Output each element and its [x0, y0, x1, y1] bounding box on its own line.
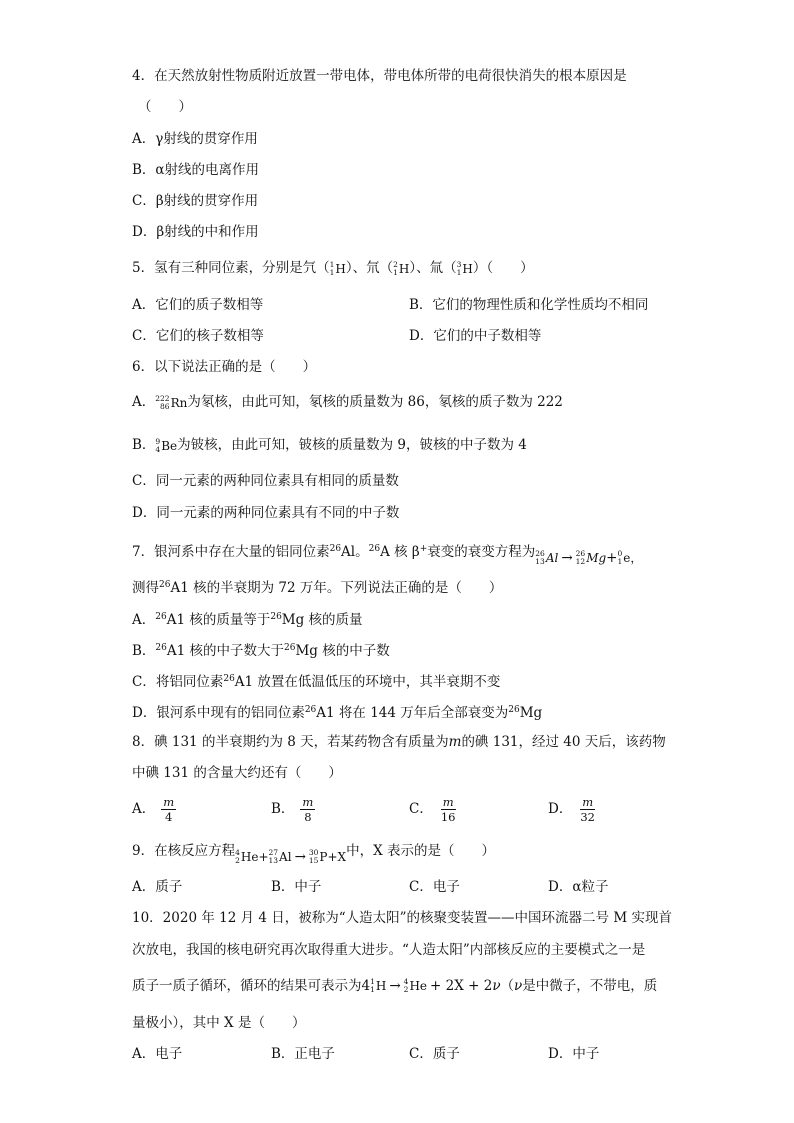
- q7-a-text: A1 核的质量等于: [166, 612, 271, 628]
- q5-iso1-sym: H: [335, 261, 346, 276]
- q10-line1: 10．2020 年 12 月 4 日，被称为“人造太阳”的核聚变装置——中国环流器二号 M 实现首: [132, 910, 672, 926]
- q7-eq-mg-z: 12: [575, 557, 586, 566]
- q7-al-mass-sup-2: 26: [368, 544, 381, 554]
- q6-option-a: [132, 393, 563, 412]
- q10-line3-paren: （: [500, 978, 515, 994]
- q7-line2-sup: 26: [159, 580, 171, 590]
- q8-line2: 中碘 131 的含量大约还有（ ）: [132, 765, 342, 781]
- q8-a-num: m: [163, 795, 175, 809]
- q10-he-sym: He: [409, 979, 428, 993]
- q4-paren: （ ）: [138, 99, 192, 115]
- q9-p-z: 15: [308, 856, 319, 865]
- q10-eq-tail: + 2X + 2: [430, 978, 493, 994]
- q8-option-b: [271, 795, 315, 824]
- q8-c-num: m: [442, 795, 454, 809]
- q8-d-den: 32: [580, 810, 595, 824]
- q5-iso3-z: 1: [456, 267, 462, 277]
- q8-b-label: B．: [271, 801, 295, 817]
- q8-line1: [132, 733, 666, 751]
- q7-line1-mid3: 衰变的衰变方程为: [427, 544, 536, 560]
- q8-c-fraction: [439, 795, 458, 824]
- q8-d-label: D．: [548, 801, 573, 817]
- q8-c-den: 16: [440, 810, 456, 824]
- q9-option-b: B．中子: [271, 879, 322, 895]
- q8-line1-text: 8．碘 131 的半衰期约为 8 天，若某药物含有质量为: [132, 734, 449, 750]
- q6-b-prefix: B．: [132, 437, 156, 453]
- q5-iso1-mass: 1: [329, 259, 335, 269]
- q7-line2-prefix: 测得: [132, 580, 159, 596]
- q7-b-text: A1 核的中子数大于: [166, 643, 285, 659]
- q10-option-d: D．中子: [548, 1046, 600, 1062]
- reaction-arrow-icon: →: [294, 849, 306, 865]
- q5-iso1-z: 1: [329, 267, 335, 277]
- q7-c-text: A1 放置在低温低压的环境中，其半衰期不变: [234, 674, 501, 690]
- q9-al-z: 13: [268, 856, 279, 865]
- q7-line1-mid2: A 核 β: [380, 544, 420, 560]
- q7-option-c: [132, 670, 500, 691]
- q10-line2: 次放电，我国的核电研究再次取得重大进步。“人造太阳”内部核反应的主要模式之一是: [132, 942, 646, 958]
- q9-prefix: 9．在核反应方程: [132, 843, 236, 859]
- q10-eq-coef: 4: [361, 978, 371, 994]
- q5-option-a: A．它们的质子数相等: [132, 297, 264, 313]
- q7-c-pre: C．将铝同位素: [132, 674, 224, 690]
- q9-he-z: 2: [235, 856, 240, 865]
- q7-a-text2: Mg 核的质量: [281, 612, 363, 628]
- q7-eq-e-sym: e，: [623, 551, 643, 565]
- q7-d-text: A1 将在 144 万年后全部衰变为: [316, 705, 509, 721]
- q7-eq-mg-mass: 26: [575, 549, 586, 558]
- q7-eq-plus: +: [606, 550, 618, 566]
- q5-option-b: B．它们的物理性质和化学性质均不相同: [409, 297, 649, 313]
- q10-option-c: C．质子: [409, 1046, 460, 1062]
- q5-iso2-sym: H: [398, 261, 410, 276]
- q9-al-mass: 27: [268, 848, 279, 857]
- q7-beta-plus: +: [419, 544, 428, 554]
- q10-h-sym: H: [375, 979, 387, 993]
- q6-option-b: [132, 436, 527, 455]
- q4-option-b: B．α射线的电离作用: [132, 162, 260, 178]
- q9-option-d: D．α粒子: [548, 879, 609, 895]
- q8-d-fraction: [578, 795, 597, 824]
- q6-a-z: 86: [160, 401, 170, 411]
- q5-isotope-tritium: [457, 260, 473, 278]
- reaction-arrow-icon: →: [561, 550, 573, 566]
- q9-stem: [132, 842, 495, 866]
- q8-a-label: A．: [132, 801, 156, 817]
- q10-he-z: 2: [403, 985, 409, 994]
- q8-line1-suffix: 的碘 131，经过 40 天后，该药物: [461, 734, 666, 750]
- q9-p-sym: P+X: [319, 850, 347, 864]
- q7-eq-al-mass: 26: [535, 549, 545, 558]
- q7-line1-prefix: 7．银河系中存在大量的铝同位素: [132, 544, 330, 560]
- q8-b-den: 8: [304, 810, 312, 824]
- q5-isotope-protium: [330, 260, 346, 278]
- reaction-arrow-icon: →: [389, 978, 401, 994]
- q5-iso3-mass: 3: [456, 259, 462, 269]
- q6-b-mass: 9: [155, 436, 161, 446]
- q5-isotope-deuterium: [393, 260, 409, 278]
- q7-b-text2: Mg 核的中子数: [295, 643, 390, 659]
- q9-option-a: A．质子: [132, 879, 183, 895]
- q8-a-den: 4: [165, 810, 173, 824]
- q4-option-c: C．β射线的贯穿作用: [132, 193, 259, 209]
- q8-mass-symbol: m: [448, 734, 462, 750]
- q5-mid2: ）、氚（: [409, 260, 457, 276]
- q10-line3-prefix: 质子一质子循环，循环的结果可表示为: [132, 978, 362, 994]
- q10-line3: [132, 977, 657, 995]
- q10-option-b: B．正电子: [271, 1046, 335, 1062]
- q8-b-num: m: [302, 795, 314, 809]
- q5-stem-suffix: ）（ ）: [472, 260, 534, 276]
- q6-a-prefix: A．: [132, 394, 156, 410]
- q7-eq-e-mass: 0: [617, 549, 623, 558]
- q5-option-d: D．它们的中子数相等: [409, 328, 542, 344]
- q5-mid1: ）、氘（: [345, 260, 394, 276]
- q6-b-text: 为铍核，由此可知，铍核的质量数为 9，铍核的中子数为 4: [177, 437, 527, 453]
- q10-h-z: 1: [370, 985, 375, 994]
- q10-fusion-equation: [362, 977, 501, 995]
- q10-line4: 量极小），其中 X 是（ ）: [132, 1015, 306, 1031]
- q7-eq-mg-sym: Mg: [586, 551, 607, 565]
- q7-d-pre: D．银河系中现有的铝同位素: [132, 705, 305, 721]
- q7-c-sup: 26: [223, 674, 235, 684]
- q7-line1-mid: Al。: [341, 544, 369, 560]
- q8-c-label: C．: [409, 801, 433, 817]
- q7-d-text2: Mg: [519, 705, 543, 721]
- q5-iso3-sym: H: [462, 261, 473, 276]
- q10-h-mass: 1: [370, 977, 375, 986]
- q9-p-mass: 30: [308, 848, 319, 857]
- q7-b-sup2: 26: [284, 643, 296, 653]
- q7-a-pre: A．: [132, 612, 156, 628]
- q7-d-sup1: 26: [304, 705, 317, 715]
- q9-he-sym: He+: [240, 850, 269, 864]
- q7-d-sup2: 26: [508, 705, 520, 715]
- q4-option-a: A．γ射线的贯穿作用: [132, 131, 258, 147]
- q6-b-z: 4: [155, 444, 161, 454]
- q6-radon-nuclide: [155, 394, 187, 412]
- q7-al-mass-sup: 26: [329, 544, 342, 554]
- q5-option-c: C．它们的核子数相等: [132, 328, 264, 344]
- q5-iso2-mass: 2: [393, 259, 398, 269]
- q10-option-a: A．电子: [132, 1046, 183, 1062]
- q6-stem: 6．以下说法正确的是（ ）: [132, 359, 317, 375]
- q7-option-a: [132, 608, 363, 629]
- q6-beryllium-nuclide: [155, 437, 177, 455]
- q4-option-d: D．β射线的中和作用: [132, 224, 259, 240]
- q9-reaction-equation: [235, 848, 346, 866]
- q7-a-sup1: 26: [155, 612, 167, 622]
- q6-b-sym: Be: [161, 438, 178, 453]
- q10-eq-nu: ν: [492, 978, 501, 994]
- q6-option-d: D．同一元素的两种同位素具有不同的中子数: [132, 505, 400, 521]
- q7-line1: [132, 540, 642, 567]
- q7-line2: [132, 576, 502, 597]
- q9-suffix: 中，X 表示的是（ ）: [346, 843, 495, 859]
- q9-al-sym: Al: [279, 850, 292, 864]
- q10-nu-symbol: ν: [514, 978, 523, 994]
- q6-a-text: 为氡核，由此可知，氡核的质量数为 86，氡核的质子数为 222: [187, 394, 563, 410]
- q6-a-mass: 222: [155, 393, 170, 403]
- q5-stem-prefix: 5．氢有三种同位素，分别是氕（: [132, 260, 330, 276]
- q5-iso2-z: 1: [393, 267, 398, 277]
- q9-option-c: C．电子: [409, 879, 460, 895]
- q5-stem: [132, 259, 534, 278]
- q4-stem: 4．在天然放射性物质附近放置一带电体，带电体所带的电荷很快消失的根本原因是: [132, 68, 627, 84]
- q10-line3-suffix: 是中微子，不带电，质: [522, 978, 658, 994]
- q8-b-fraction: [300, 795, 315, 824]
- q10-he-mass: 4: [403, 977, 409, 986]
- q7-a-sup2: 26: [270, 612, 282, 622]
- q6-option-c: C．同一元素的两种同位素具有相同的质量数: [132, 473, 399, 489]
- q7-eq-e-z: 1: [617, 557, 623, 566]
- q7-option-d: [132, 701, 542, 722]
- q7-b-sup1: 26: [155, 643, 167, 653]
- q8-d-num: m: [582, 795, 594, 809]
- q8-option-a: [132, 795, 176, 824]
- q8-a-fraction: [161, 795, 176, 824]
- q9-he-mass: 4: [235, 848, 240, 857]
- q7-line2-text: A1 核的半衰期为 72 万年。下列说法正确的是（ ）: [170, 580, 503, 596]
- q7-eq-al-sym: Al: [545, 551, 559, 565]
- q7-b-pre: B．: [132, 643, 156, 659]
- q8-option-d: [548, 795, 597, 824]
- q6-a-sym: Rn: [170, 395, 188, 410]
- q7-option-b: [132, 639, 390, 660]
- q7-decay-equation: [535, 549, 642, 567]
- q8-option-c: [409, 795, 457, 824]
- q7-eq-al-z: 13: [535, 557, 545, 566]
